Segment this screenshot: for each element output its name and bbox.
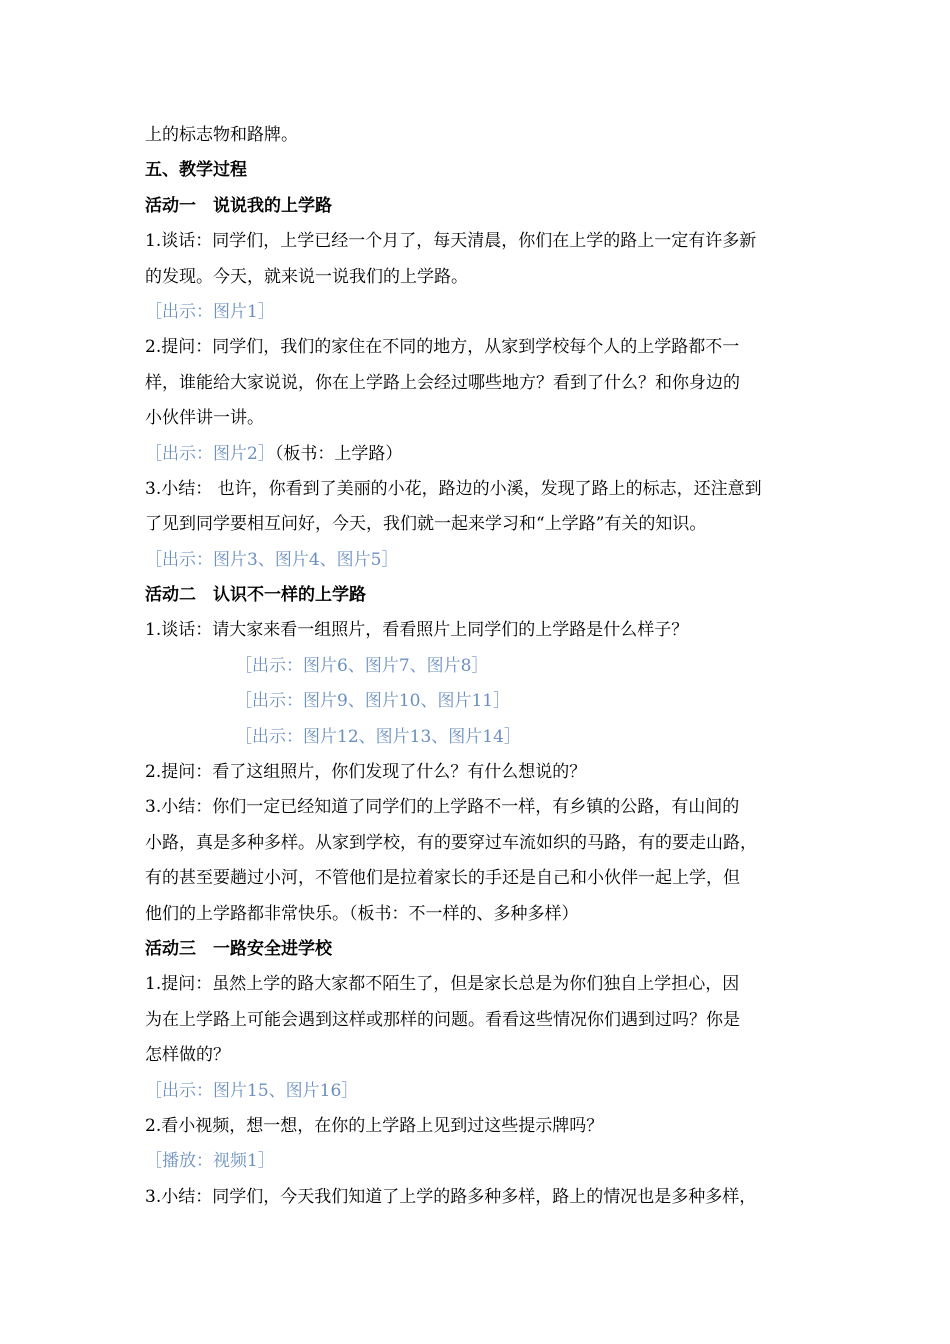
document-page [145, 118, 810, 1215]
text-line: 2.提问：看了这组照片，你们发现了什么？有什么想说的？ [145, 762, 587, 783]
text-line [145, 437, 810, 472]
show-picture-note: ［出示：图片12、图片13、图片14］ [235, 726, 521, 747]
text-line: 2.看小视频，想一想，在你的上学路上见到过这些提示牌吗？ [145, 1115, 604, 1136]
board-note: （板书：上学路） [274, 443, 403, 464]
text-line: 1.谈话：请大家来看一组照片，看看照片上同学们的上学路是什么样子？ [145, 620, 689, 641]
activity-heading: 活动二 认识不一样的上学路 [145, 585, 366, 606]
text-line: 为在上学路上可能会遇到这样或那样的问题。看看这些情况你们遇到过吗？你是 [145, 1009, 740, 1030]
text-line: 1.提问：虽然上学的路大家都不陌生了，但是家长总是为你们独自上学担心，因 [145, 974, 740, 995]
text-line: 1.谈话：同学们，上学已经一个月了，每天清晨，你们在上学的路上一定有许多新 [145, 231, 757, 252]
show-picture-note: ［出示：图片1］ [145, 301, 275, 322]
show-picture-note: ［出示：图片6、图片7、图片8］ [235, 655, 489, 676]
show-picture-note: ［出示：图片2］ [145, 443, 275, 464]
show-picture-note: ［出示：图片3、图片4、图片5］ [145, 549, 399, 570]
text-line: 怎样做的？ [145, 1045, 230, 1066]
show-picture-note: ［出示：图片15、图片16］ [145, 1080, 359, 1101]
activity-heading: 活动一 说说我的上学路 [145, 195, 332, 216]
text-line: 小路，真是多种多样。从家到学校，有的要穿过车流如织的马路，有的要走山路， [145, 832, 757, 853]
text-line: 的发现。今天，就来说一说我们的上学路。 [145, 266, 468, 287]
show-picture-note: ［出示：图片9、图片10、图片11］ [235, 691, 511, 712]
play-video-note: ［播放：视频1］ [145, 1151, 275, 1172]
text-line: 样，谁能给大家说说，你在上学路上会经过哪些地方？看到了什么？和你身边的 [145, 372, 740, 393]
text-line: 3.小结： 也许，你看到了美丽的小花，路边的小溪，发现了路上的标志，还注意到 [145, 478, 762, 499]
text-line: 2.提问：同学们，我们的家住在不同的地方，从家到学校每个人的上学路都不一 [145, 337, 740, 358]
text-line: 了见到同学要相互问好，今天，我们就一起来学习和“上学路”有关的知识。 [145, 514, 707, 535]
text-line: 他们的上学路都非常快乐。（板书：不一样的、多种多样） [145, 903, 579, 924]
activity-heading: 活动三 一路安全进学校 [145, 938, 332, 959]
text-line: 有的甚至要趟过小河，不管他们是拉着家长的手还是自己和小伙伴一起上学，但 [145, 868, 740, 889]
text-line: 小伙伴讲一讲。 [145, 408, 264, 429]
section-heading: 五、教学过程 [145, 160, 247, 181]
text-line: 3.小结：你们一定已经知道了同学们的上学路不一样，有乡镇的公路，有山间的 [145, 797, 740, 818]
text-line: 3.小结：同学们，今天我们知道了上学的路多种多样，路上的情况也是多种多样， [145, 1186, 757, 1207]
text-line: 上的标志物和路牌。 [145, 125, 298, 145]
